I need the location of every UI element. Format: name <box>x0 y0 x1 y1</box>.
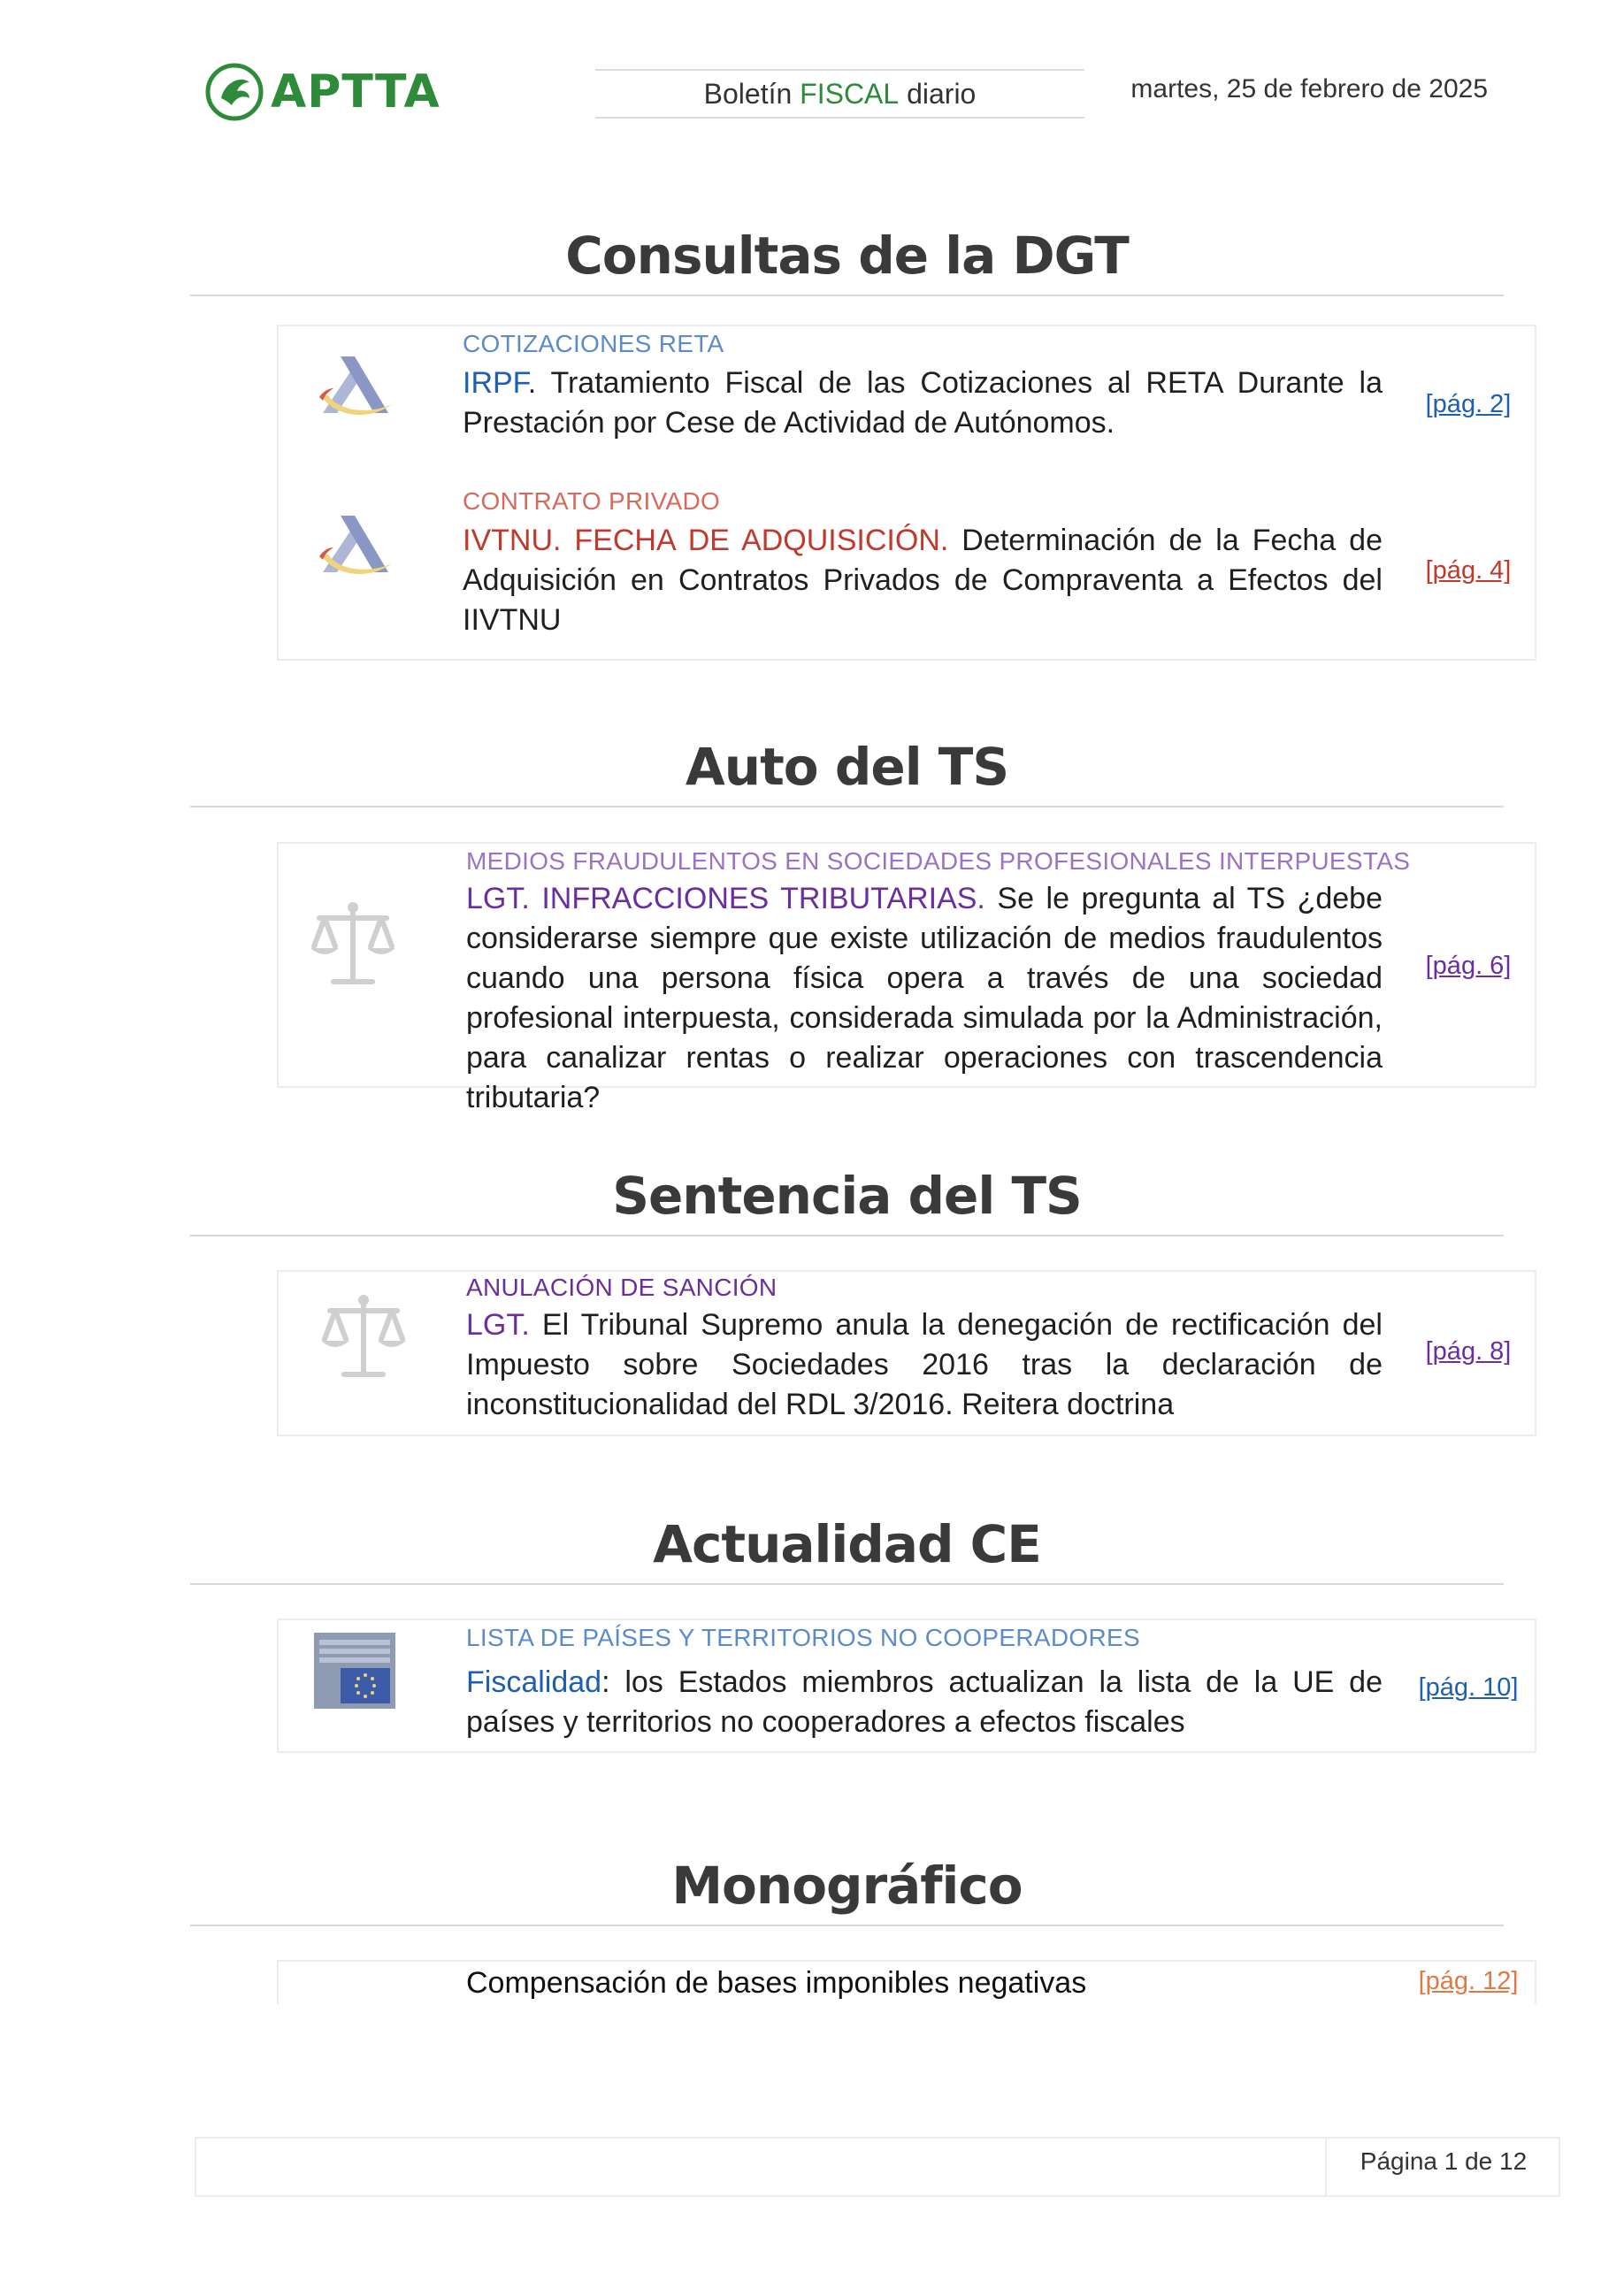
scales-icon <box>318 1291 410 1385</box>
item-lead: LGT. <box>466 1308 530 1342</box>
dgt-card <box>277 325 1536 661</box>
section-divider <box>190 806 1504 807</box>
item-lead: IVTNU. FECHA DE ADQUISICIÓN. <box>463 524 949 557</box>
section-title-actualidad-ce: Actualidad CE <box>653 1514 1041 1574</box>
section-divider <box>190 295 1504 296</box>
aptta-emblem-icon <box>205 63 264 121</box>
item-text: : los Estados miembros actualizan la lista de la UE de países y territorios no cooperadores a efectos fiscales <box>466 1665 1383 1739</box>
bulletin-prefix: Boletín <box>703 77 801 110</box>
section-divider <box>190 1925 1504 1926</box>
bulletin-date: martes, 25 de febrero de 2025 <box>1130 74 1488 103</box>
item-lead: IRPF <box>463 366 528 400</box>
item-summary <box>466 1305 1383 1425</box>
page-link[interactable]: [pág. 6] <box>1425 952 1512 980</box>
page-link[interactable]: [pág. 12] <box>1418 1967 1519 1995</box>
bulletin-suffix: diario <box>899 77 977 110</box>
tax-agency-icon <box>316 351 397 429</box>
item-summary <box>466 879 1383 1118</box>
item-text: El Tribunal Supremo anula la denegación de rectificación del Impuesto sobre Sociedades 2016 tras la declaración de inconstitucionalidad del RDL 3/2016. Reitera doctrina <box>466 1308 1383 1421</box>
footer-box <box>195 2137 1560 2197</box>
item-kicker: COTIZACIONES RETA <box>463 330 724 357</box>
tax-agency-icon <box>316 510 397 588</box>
section-title-sentencia-ts: Sentencia del TS <box>612 1166 1082 1226</box>
item-summary <box>466 1663 1383 1742</box>
monografico-card <box>277 1960 1536 2004</box>
item-summary <box>463 521 1383 640</box>
section-divider <box>190 1235 1504 1236</box>
eu-council-icon <box>314 1633 395 1709</box>
item-text: Determinación de la Fecha de Adquisición en Contratos Privados de Compraventa a Efectos del IIVTNU <box>463 524 1383 637</box>
sentencia-ts-card <box>277 1270 1536 1436</box>
item-text: Se le pregunta al TS ¿debe considerarse siempre que existe utilización de medios fraudulentos cuando una persona física opera a través de una sociedad profesional interpuesta, considerada simulada por la Administración, para canalizar rentas o realizar operaciones con trascendencia tributaria? <box>466 882 1383 1114</box>
bulletin-title <box>595 69 1084 119</box>
page-link[interactable]: [pág. 8] <box>1425 1337 1512 1366</box>
item-summary: Compensación de bases imponibles negativas <box>466 1966 1087 2000</box>
aptta-logo <box>205 60 453 124</box>
scales-icon <box>307 899 399 992</box>
section-title-monografico: Monográfico <box>671 1856 1023 1916</box>
item-text: . Tratamiento Fiscal de las Cotizaciones al RETA Durante la Prestación por Cese de Actividad de Autónomos. <box>463 366 1383 440</box>
auto-ts-card <box>277 842 1536 1114</box>
item-kicker: ANULACIÓN DE SANCIÓN <box>466 1274 778 1301</box>
section-title-dgt: Consultas de la DGT <box>565 226 1129 286</box>
item-lead: LGT. INFRACCIONES TRIBUTARIAS. <box>466 882 985 915</box>
page-link[interactable]: [pág. 2] <box>1425 390 1512 418</box>
item-summary <box>463 364 1383 443</box>
item-kicker: MEDIOS FRAUDULENTOS EN SOCIEDADES PROFESIONALES INTERPUESTAS <box>466 847 1411 875</box>
item-lead: Fiscalidad <box>466 1665 602 1699</box>
item-kicker: LISTA DE PAÍSES Y TERRITORIOS NO COOPERADORES <box>466 1624 1140 1651</box>
logo-text: APTTA <box>271 65 440 119</box>
page-number: Página 1 de 12 <box>1360 2147 1528 2175</box>
page-link[interactable]: [pág. 4] <box>1425 556 1512 585</box>
section-title-auto-ts: Auto del TS <box>685 737 1009 797</box>
section-divider <box>190 1583 1504 1585</box>
item-kicker: CONTRATO PRIVADO <box>463 487 721 515</box>
bulletin-accent: FISCAL <box>800 77 900 110</box>
page-link[interactable]: [pág. 10] <box>1418 1673 1519 1702</box>
footer-divider <box>1325 2139 1327 2195</box>
actualidad-ce-card <box>277 1619 1536 1753</box>
